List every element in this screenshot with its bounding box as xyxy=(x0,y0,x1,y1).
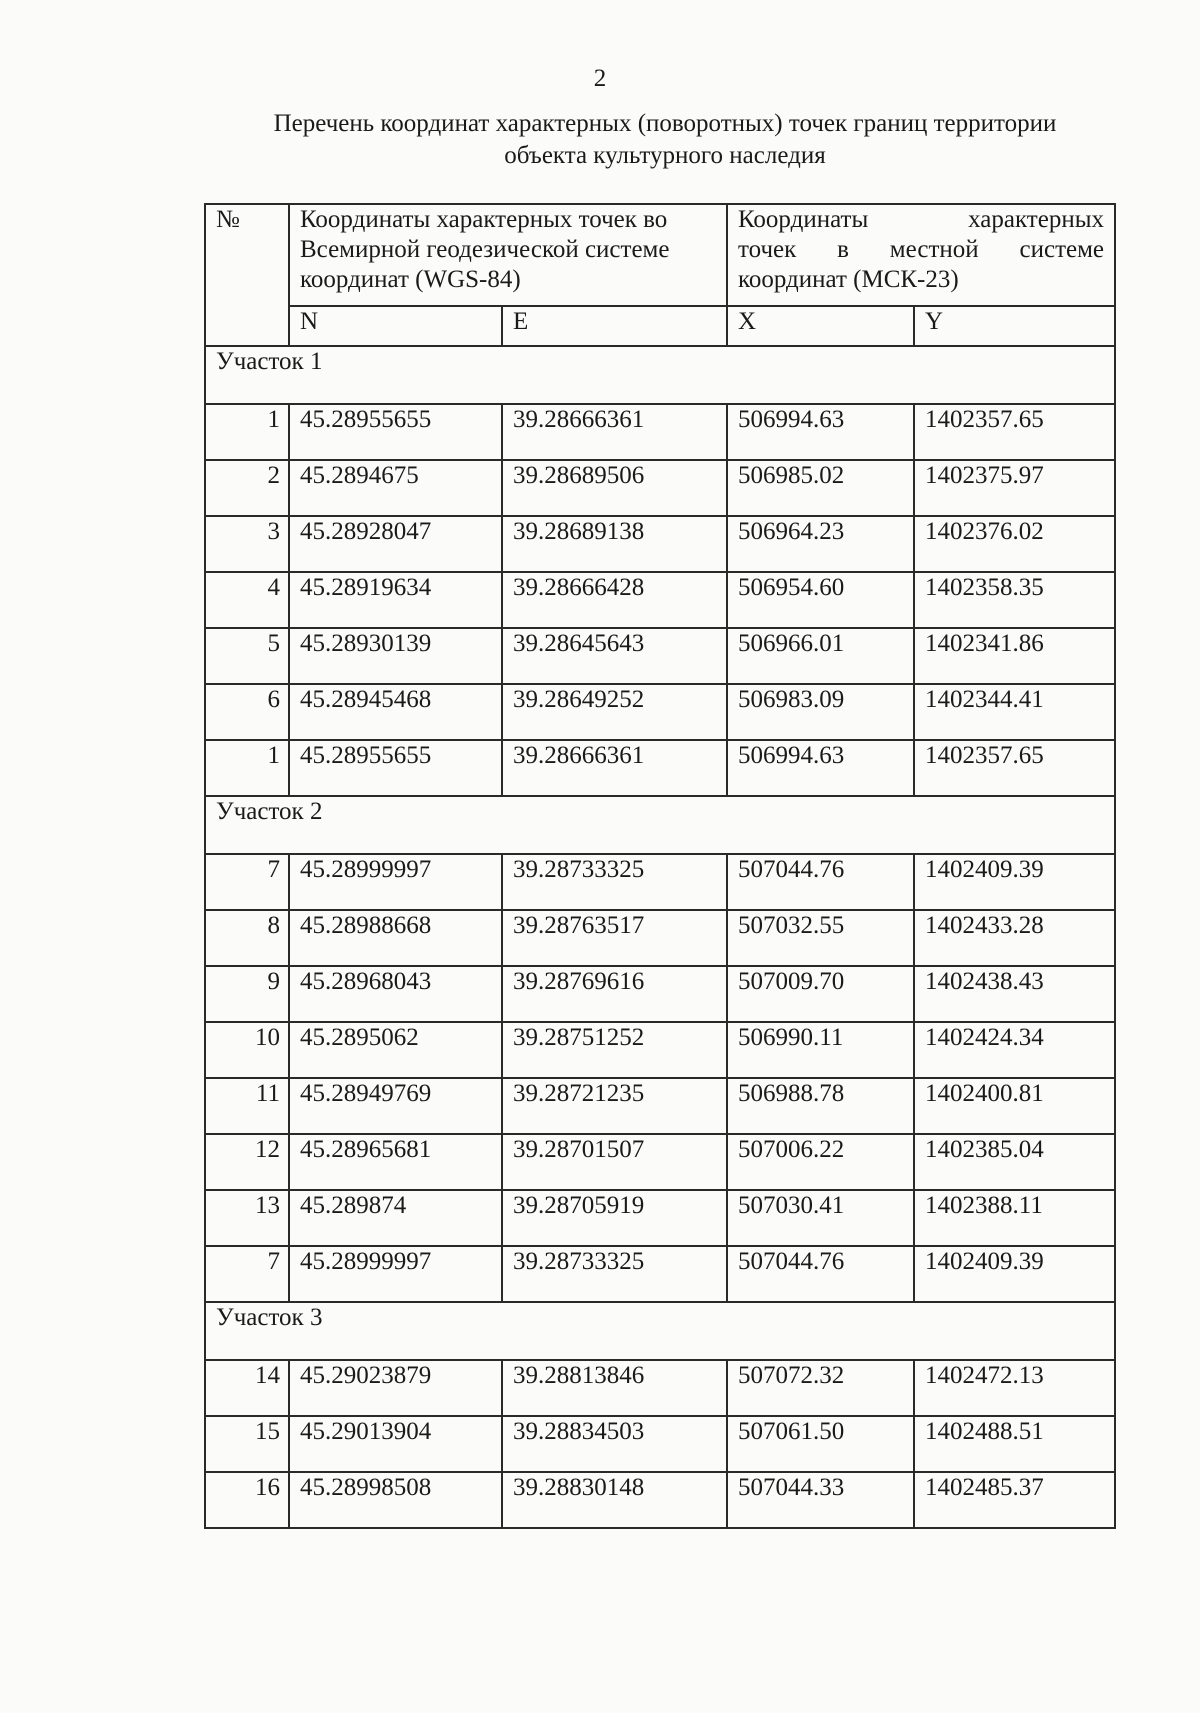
table-row xyxy=(205,684,1115,740)
point-number: 1 xyxy=(205,404,289,460)
title-line-1: Перечень координат характерных (поворотных) точек границ территории xyxy=(273,110,1057,137)
table-row xyxy=(205,628,1115,684)
cell-e: 39.28830148 xyxy=(502,1472,727,1528)
cell-y: 1402400.81 xyxy=(914,1078,1115,1134)
table-header-row xyxy=(205,204,1115,306)
cell-n: 45.28949769 xyxy=(289,1078,502,1134)
cell-n: 45.29023879 xyxy=(289,1360,502,1416)
table-row xyxy=(205,572,1115,628)
header-num: № xyxy=(205,204,289,346)
header-msk23-line-3: координат (МСК-23) xyxy=(738,266,959,293)
cell-n: 45.28998508 xyxy=(289,1472,502,1528)
cell-n: 45.2895062 xyxy=(289,1022,502,1078)
cell-n: 45.28919634 xyxy=(289,572,502,628)
cell-x: 507032.55 xyxy=(727,910,914,966)
cell-n: 45.28999997 xyxy=(289,854,502,910)
point-number: 2 xyxy=(205,460,289,516)
cell-n: 45.28968043 xyxy=(289,966,502,1022)
cell-n: 45.29013904 xyxy=(289,1416,502,1472)
table-row xyxy=(205,1416,1115,1472)
cell-e: 39.28645643 xyxy=(502,628,727,684)
cell-x: 507030.41 xyxy=(727,1190,914,1246)
cell-y: 1402375.97 xyxy=(914,460,1115,516)
table-row xyxy=(205,1246,1115,1302)
header-col-x: X xyxy=(727,306,914,346)
table-row xyxy=(205,1022,1115,1078)
cell-y: 1402357.65 xyxy=(914,740,1115,796)
cell-e: 39.28813846 xyxy=(502,1360,727,1416)
cell-n: 45.28930139 xyxy=(289,628,502,684)
title-line-2: объекта культурного наследия xyxy=(504,142,826,169)
cell-x: 506988.78 xyxy=(727,1078,914,1134)
section-title: Участок 3 xyxy=(205,1302,1115,1360)
cell-y: 1402433.28 xyxy=(914,910,1115,966)
section-title: Участок 2 xyxy=(205,796,1115,854)
cell-x: 506954.60 xyxy=(727,572,914,628)
cell-x: 506983.09 xyxy=(727,684,914,740)
cell-y: 1402341.86 xyxy=(914,628,1115,684)
header-msk23-line-2: точек в местной системе xyxy=(738,236,1105,263)
cell-e: 39.28666428 xyxy=(502,572,727,628)
section-title: Участок 1 xyxy=(205,346,1115,404)
cell-e: 39.28705919 xyxy=(502,1190,727,1246)
cell-y: 1402388.11 xyxy=(914,1190,1115,1246)
header-wgs84-line-2: Всемирной геодезической системе xyxy=(300,236,670,263)
cell-x: 507044.33 xyxy=(727,1472,914,1528)
point-number: 4 xyxy=(205,572,289,628)
cell-x: 507044.76 xyxy=(727,1246,914,1302)
header-col-e: E xyxy=(502,306,727,346)
cell-x: 506990.11 xyxy=(727,1022,914,1078)
point-number: 1 xyxy=(205,740,289,796)
cell-y: 1402472.13 xyxy=(914,1360,1115,1416)
point-number: 16 xyxy=(205,1472,289,1528)
table-row xyxy=(205,1134,1115,1190)
cell-y: 1402438.43 xyxy=(914,966,1115,1022)
cell-n: 45.28965681 xyxy=(289,1134,502,1190)
table-row xyxy=(205,1078,1115,1134)
point-number: 3 xyxy=(205,516,289,572)
point-number: 12 xyxy=(205,1134,289,1190)
cell-x: 507009.70 xyxy=(727,966,914,1022)
cell-x: 507006.22 xyxy=(727,1134,914,1190)
point-number: 7 xyxy=(205,1246,289,1302)
cell-y: 1402409.39 xyxy=(914,854,1115,910)
cell-e: 39.28733325 xyxy=(502,1246,727,1302)
cell-e: 39.28666361 xyxy=(502,740,727,796)
table-row xyxy=(205,1190,1115,1246)
cell-y: 1402488.51 xyxy=(914,1416,1115,1472)
cell-n: 45.28945468 xyxy=(289,684,502,740)
cell-n: 45.28955655 xyxy=(289,740,502,796)
table-row xyxy=(205,516,1115,572)
cell-y: 1402424.34 xyxy=(914,1022,1115,1078)
cell-e: 39.28769616 xyxy=(502,966,727,1022)
cell-e: 39.28666361 xyxy=(502,404,727,460)
cell-n: 45.289874 xyxy=(289,1190,502,1246)
cell-y: 1402376.02 xyxy=(914,516,1115,572)
cell-n: 45.28999997 xyxy=(289,1246,502,1302)
point-number: 7 xyxy=(205,854,289,910)
cell-y: 1402358.35 xyxy=(914,572,1115,628)
table-row xyxy=(205,1360,1115,1416)
point-number: 9 xyxy=(205,966,289,1022)
cell-y: 1402344.41 xyxy=(914,684,1115,740)
cell-x: 507061.50 xyxy=(727,1416,914,1472)
cell-y: 1402409.39 xyxy=(914,1246,1115,1302)
cell-n: 45.28955655 xyxy=(289,404,502,460)
table-row xyxy=(205,966,1115,1022)
table-subheader-row xyxy=(205,306,1115,346)
cell-e: 39.28834503 xyxy=(502,1416,727,1472)
cell-e: 39.28733325 xyxy=(502,854,727,910)
cell-x: 507072.32 xyxy=(727,1360,914,1416)
table-row xyxy=(205,854,1115,910)
cell-x: 506994.63 xyxy=(727,404,914,460)
header-wgs84-line-1: Координаты характерных точек во xyxy=(300,206,668,233)
point-number: 13 xyxy=(205,1190,289,1246)
header-col-n: N xyxy=(289,306,502,346)
cell-n: 45.28988668 xyxy=(289,910,502,966)
point-number: 6 xyxy=(205,684,289,740)
cell-x: 507044.76 xyxy=(727,854,914,910)
cell-e: 39.28763517 xyxy=(502,910,727,966)
cell-x: 506966.01 xyxy=(727,628,914,684)
cell-e: 39.28689506 xyxy=(502,460,727,516)
cell-e: 39.28689138 xyxy=(502,516,727,572)
header-wgs84 xyxy=(289,204,727,306)
header-wgs84-line-3: координат (WGS-84) xyxy=(300,266,521,293)
cell-e: 39.28721235 xyxy=(502,1078,727,1134)
section-row xyxy=(205,796,1115,854)
cell-y: 1402485.37 xyxy=(914,1472,1115,1528)
table-row xyxy=(205,740,1115,796)
header-col-y: Y xyxy=(914,306,1115,346)
point-number: 15 xyxy=(205,1416,289,1472)
cell-n: 45.2894675 xyxy=(289,460,502,516)
header-msk23-line-1: Координаты характерных xyxy=(738,206,1105,233)
table-row xyxy=(205,404,1115,460)
table-row xyxy=(205,1472,1115,1528)
table-row xyxy=(205,460,1115,516)
point-number: 14 xyxy=(205,1360,289,1416)
document-title xyxy=(180,108,1150,172)
cell-x: 506985.02 xyxy=(727,460,914,516)
point-number: 11 xyxy=(205,1078,289,1134)
point-number: 10 xyxy=(205,1022,289,1078)
cell-x: 506964.23 xyxy=(727,516,914,572)
coordinates-table xyxy=(204,203,1116,1529)
cell-x: 506994.63 xyxy=(727,740,914,796)
header-msk23 xyxy=(727,204,1115,306)
cell-y: 1402385.04 xyxy=(914,1134,1115,1190)
cell-y: 1402357.65 xyxy=(914,404,1115,460)
table-row xyxy=(205,910,1115,966)
point-number: 8 xyxy=(205,910,289,966)
cell-e: 39.28649252 xyxy=(502,684,727,740)
section-row xyxy=(205,1302,1115,1360)
cell-e: 39.28701507 xyxy=(502,1134,727,1190)
point-number: 5 xyxy=(205,628,289,684)
page-number: 2 xyxy=(593,65,607,92)
section-row xyxy=(205,346,1115,404)
cell-e: 39.28751252 xyxy=(502,1022,727,1078)
cell-n: 45.28928047 xyxy=(289,516,502,572)
